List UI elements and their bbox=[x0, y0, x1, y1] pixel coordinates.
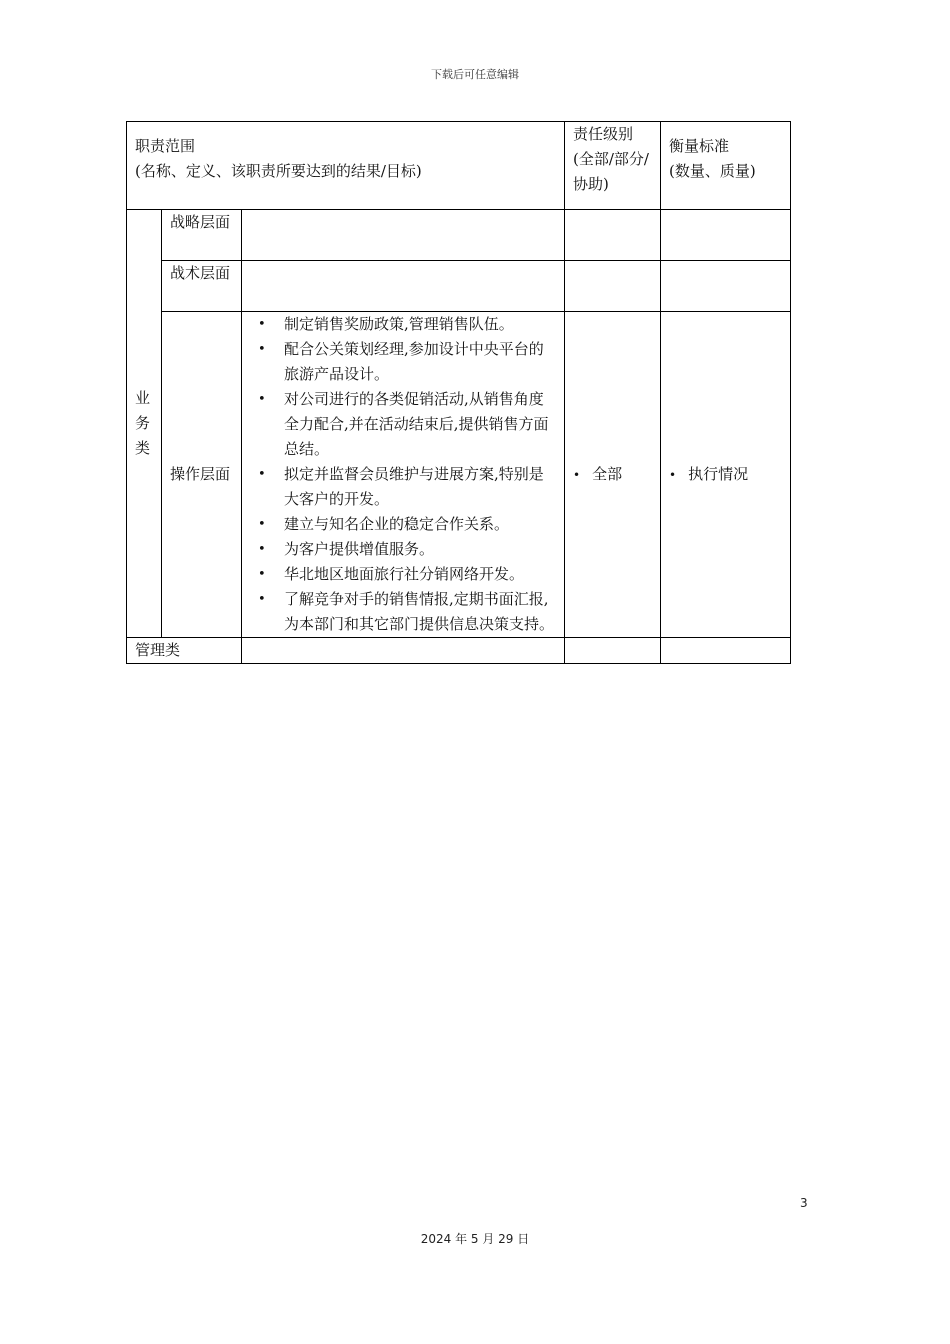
level-header-text: 责任级别(全部/部分/协助) bbox=[573, 125, 649, 193]
strategic-responsibility-cell bbox=[565, 210, 661, 261]
management-responsibility-cell bbox=[565, 638, 661, 664]
header-note: 下载后可任意编辑 bbox=[431, 68, 519, 81]
operational-row bbox=[127, 312, 791, 638]
business-category-label: 业务类 bbox=[135, 389, 151, 457]
list-item: • 制定销售奖励政策,管理销售队伍。 bbox=[284, 312, 556, 337]
strategic-duty-cell bbox=[242, 210, 565, 261]
operational-measure-value: • 执行情况 bbox=[669, 465, 748, 483]
list-item: • 建立与知名企业的稳定合作关系。 bbox=[284, 512, 556, 537]
footer-date: 2024 年 5 月 29 日 bbox=[420, 1232, 530, 1246]
tactical-responsibility-cell bbox=[565, 261, 661, 312]
operational-duty-list bbox=[250, 312, 556, 637]
tactical-level-cell bbox=[162, 261, 242, 312]
tactical-level-label: 战术层面 bbox=[170, 264, 231, 282]
tactical-duty-cell bbox=[242, 261, 565, 312]
tactical-measure-cell bbox=[661, 261, 791, 312]
strategic-measure-cell bbox=[661, 210, 791, 261]
level-header-cell bbox=[565, 122, 661, 210]
management-measure-cell bbox=[661, 638, 791, 664]
operational-level-label: 操作层面 bbox=[170, 465, 231, 483]
tactical-row bbox=[127, 261, 791, 312]
list-item: • 华北地区地面旅行社分销网络开发。 bbox=[284, 562, 556, 587]
list-item: • 配合公关策划经理,参加设计中央平台的旅游产品设计。 bbox=[284, 337, 556, 387]
management-category-label: 管理类 bbox=[135, 641, 181, 659]
list-item: • 拟定并监督会员维护与进展方案,特别是大客户的开发。 bbox=[284, 462, 556, 512]
strategic-row bbox=[127, 210, 791, 261]
measure-header-cell bbox=[661, 122, 791, 210]
management-category-cell bbox=[127, 638, 242, 664]
measure-header-subtitle: (数量、质量) bbox=[669, 162, 756, 180]
list-item: • 了解竞争对手的销售情报,定期书面汇报,为本部门和其它部门提供信息决策支持。 bbox=[284, 587, 556, 637]
page-number: 3 bbox=[800, 1196, 808, 1210]
business-category-cell bbox=[127, 210, 162, 638]
scope-header-subtitle: (名称、定义、该职责所要达到的结果/目标) bbox=[135, 162, 422, 180]
operational-duty-cell bbox=[242, 312, 565, 638]
measure-header-title: 衡量标准 bbox=[669, 137, 730, 155]
duty-table bbox=[126, 121, 791, 664]
management-duty-cell bbox=[242, 638, 565, 664]
operational-responsibility-value: • 全部 bbox=[573, 465, 622, 483]
scope-header-cell bbox=[127, 122, 565, 210]
strategic-level-label: 战略层面 bbox=[170, 213, 231, 231]
operational-measure-cell bbox=[661, 312, 791, 638]
operational-responsibility-cell bbox=[565, 312, 661, 638]
list-item: • 对公司进行的各类促销活动,从销售角度全力配合,并在活动结束后,提供销售方面总结。 bbox=[284, 387, 556, 462]
table-header-row bbox=[127, 122, 791, 210]
strategic-level-cell bbox=[162, 210, 242, 261]
list-item: • 为客户提供增值服务。 bbox=[284, 537, 556, 562]
scope-header-title: 职责范围 bbox=[135, 137, 196, 155]
operational-level-cell bbox=[162, 312, 242, 638]
management-row bbox=[127, 638, 791, 664]
